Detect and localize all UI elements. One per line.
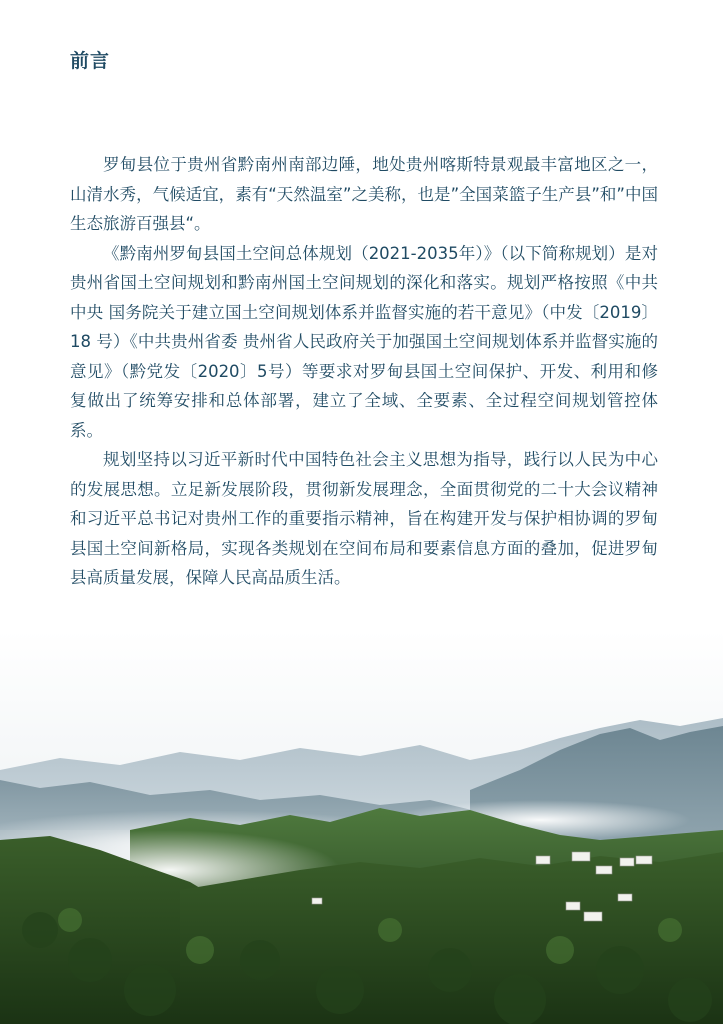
paragraph-3: 规划坚持以习近平新时代中国特色社会主义思想为指导，践行以人民为中心的发展思想。立足新发展阶段，贯彻新发展理念，全面贯彻党的二十大会议精神和习近平总书记对贵州工作的重要指示精神，旨在构建开发与保护相协调的罗甸县国土空间新格局，实现各类规划在空间布局和要素信息方面的叠加，促进罗甸县高质量发展，保障人民高品质生活。 xyxy=(70,450,658,587)
paragraph-2: 《黔南州罗甸县国土空间总体规划（2021-2035年）》（以下简称规划）是对贵州省国土空间规划和黔南州国土空间规划的深化和落实。规划严格按照《中共中央 国务院关于建立国土空间规划体系并监督实施的若干意见》（中发〔2019〕18 号）《中共贵州省委 贵州省人民政府关于加强国土空间规划体系并监督实施的意见》（黔党发〔2020〕5号）等要求对罗甸县国土空间保护、开发、利用和修复做出了统筹安排和总体部署，建立了全域、全要素、全过程空间规划管控体系。 xyxy=(70,243,658,440)
page-title: 前言 xyxy=(70,50,111,72)
paragraph-1: 罗甸县位于贵州省黔南州南部边陲，地处贵州喀斯特景观最丰富地区之一，山清水秀，气候适宜，素有“天然温室”之美称，也是”全国菜篮子生产县”和”中国生态旅游百强县“。 xyxy=(70,155,658,233)
mountain-landscape-photo xyxy=(0,630,723,1024)
preface-body xyxy=(70,150,658,593)
